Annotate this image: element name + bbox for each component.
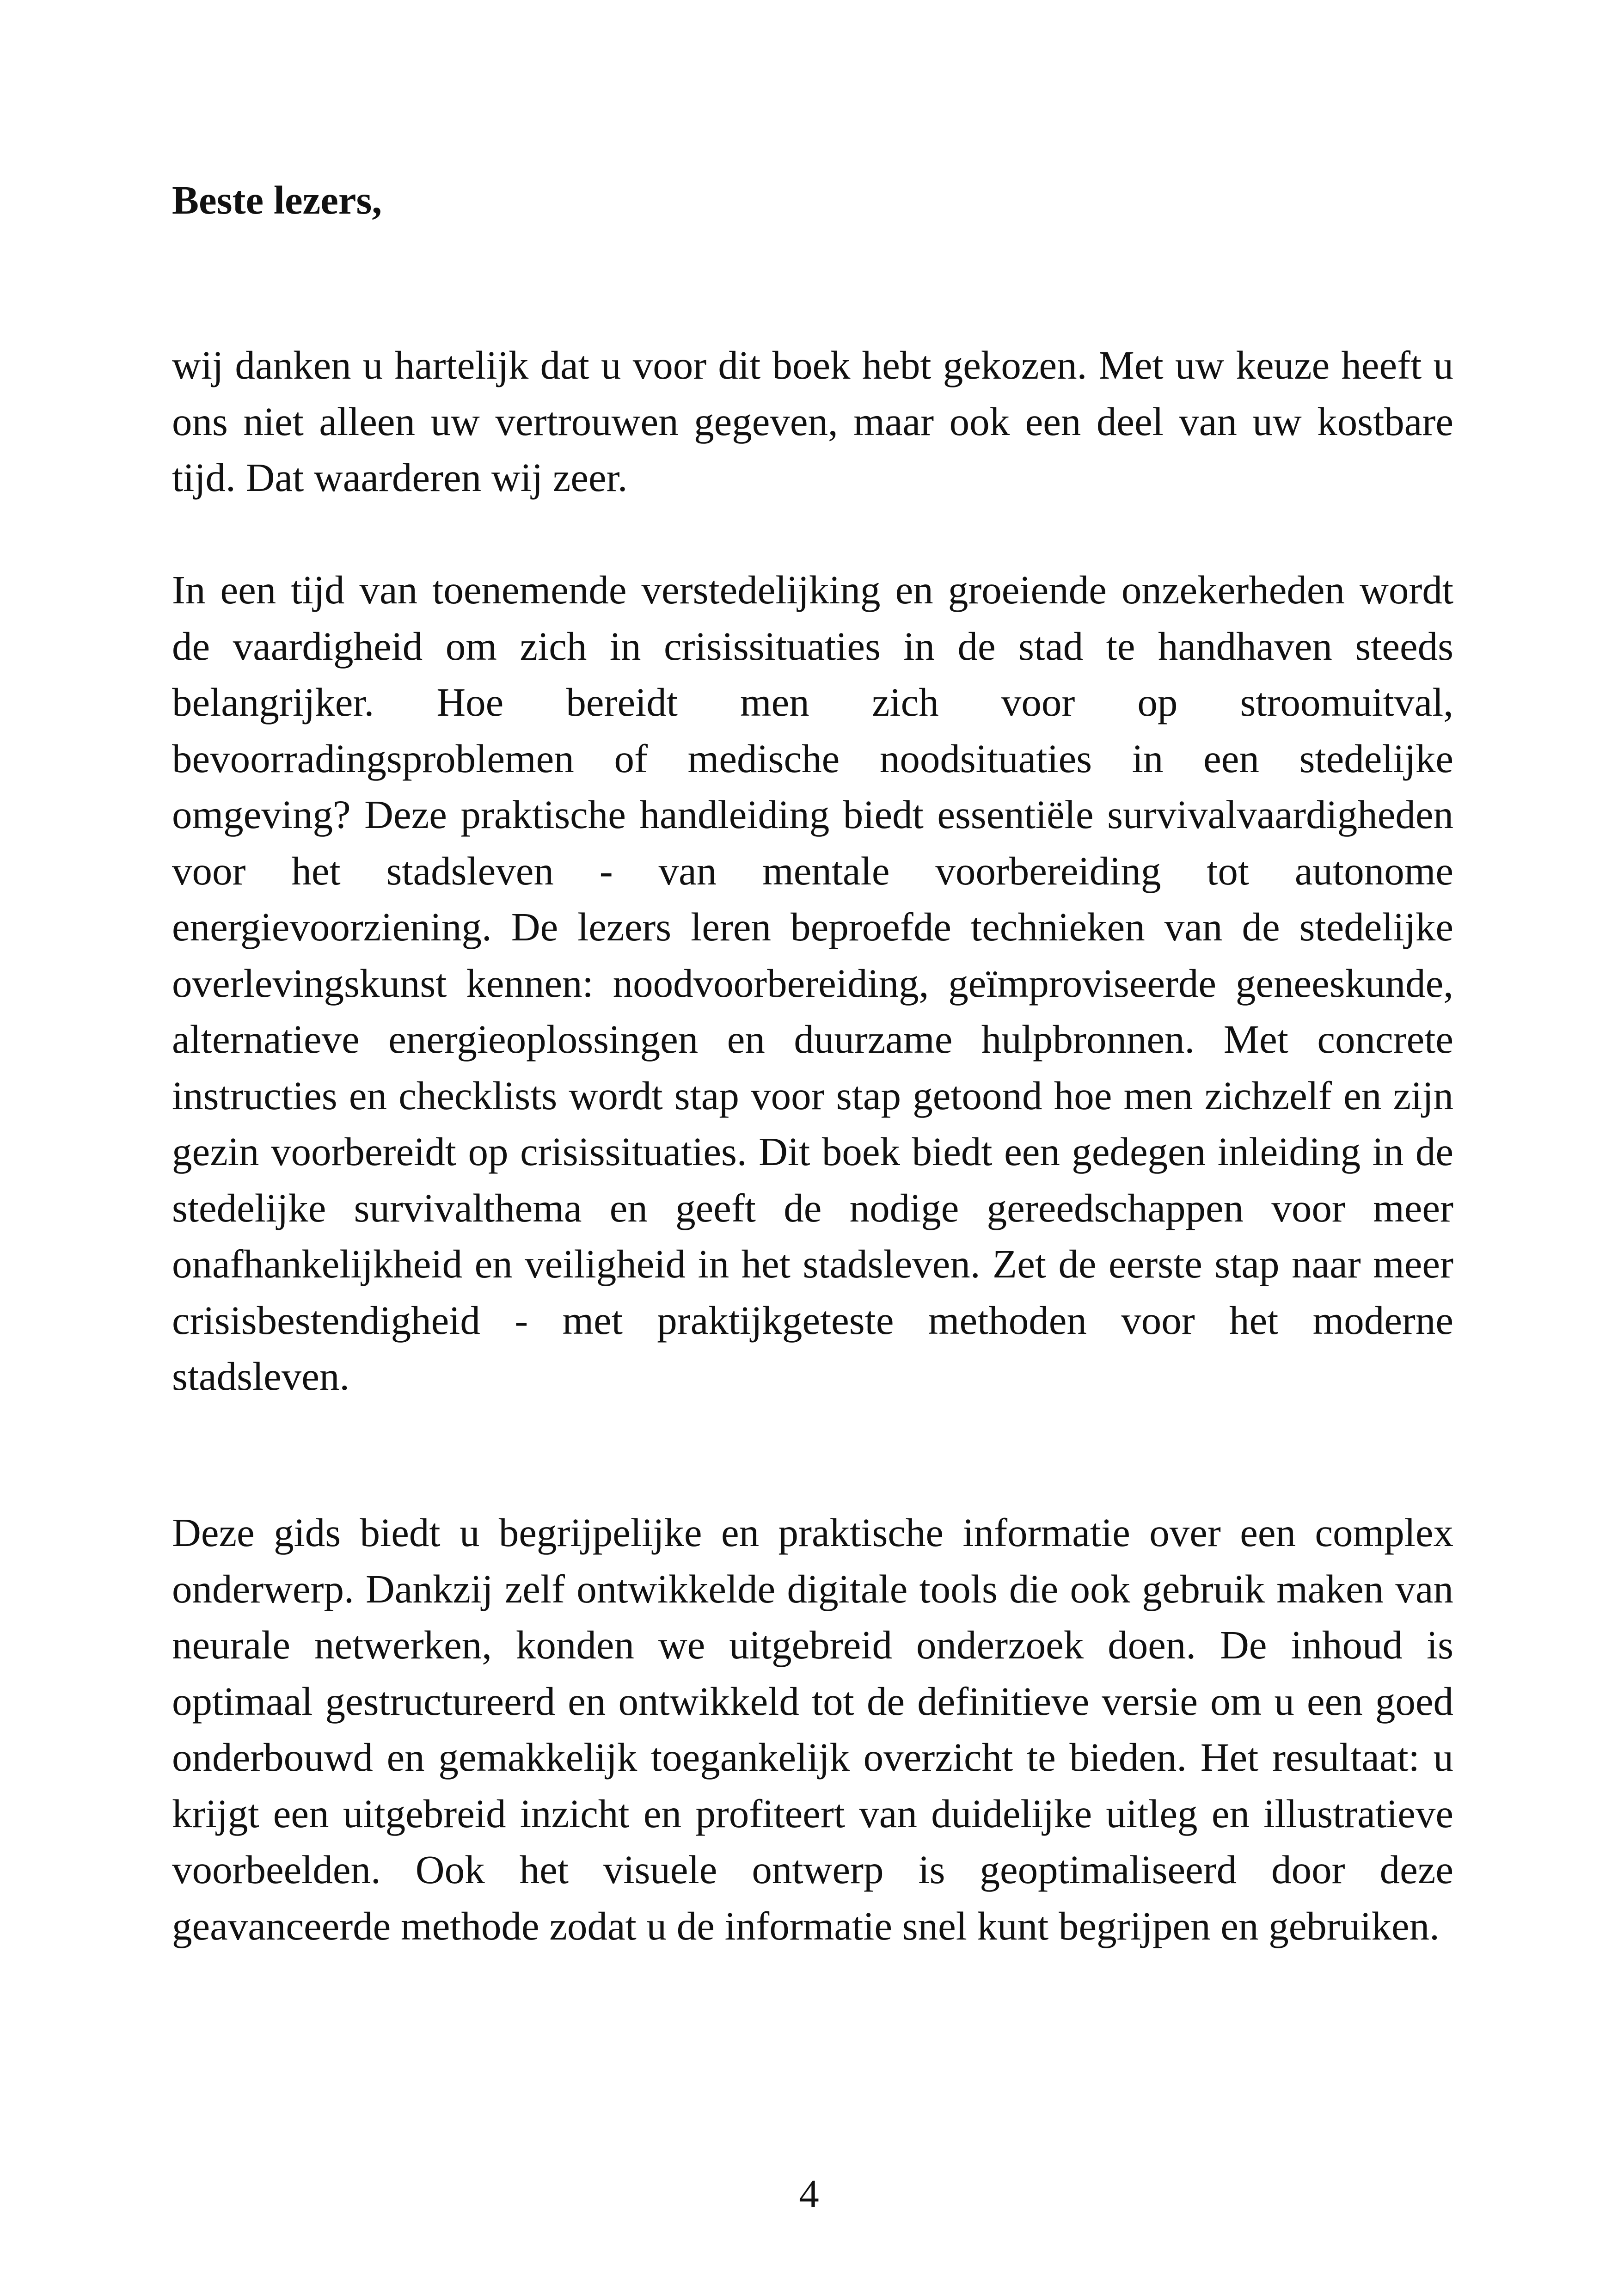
paragraph-guide-method: Deze gids biedt u begrijpelijke en praktische informatie over een complex onderwerp. Dankzij zelf ontwikkelde digitale tools die ook gebruik maken van neurale netwerken, konden we uitgebreid onderzoek doen. De inhoud is optimaal gestructureerd en ontwikkeld tot de definitieve versie om u een goed onderbouwd en gemakkelijk toegankelijk overzicht te bieden. Het resultaat: u krijgt een uitgebreid inzicht en profiteert van duidelijke uitleg en illustratieve voorbeelden. Ook het visuele ontwerp is geoptimaliseerd door deze geavanceerde methode zodat u de informatie snel kunt begrijpen en gebruiken.: [172, 1510, 1453, 1948]
page-number: 4: [799, 2171, 819, 2216]
paragraph-thanks: wij danken u hartelijk dat u voor dit boek hebt gekozen. Met uw keuze heeft u ons niet alleen uw vertrouwen gegeven, maar ook een deel van uw kostbare tijd. Dat waarderen wij zeer.: [172, 343, 1453, 500]
salutation-heading: Beste lezers,: [172, 178, 382, 222]
paragraph-book-description: In een tijd van toenemende verstedelijking en groeiende onzekerheden wordt de vaardigheid om zich in crisissituaties in de stad te handhaven steeds belangrijker. Hoe bereidt men zich voor op stroomuitval, bevoorradingsproblemen of medische noodsituaties in een stedelijke omgeving? Deze praktische handleiding biedt essentiële survivalvaardigheden voor het stadsleven - van mentale voorbereiding tot autonome energievoorziening. De lezers leren beproefde technieken van de stedelijke overlevingskunst kennen: noodvoorbereiding, geïmproviseerde geneeskunde, alternatieve energieoplossingen en duurzame hulpbronnen. Met concrete instructies en checklists wordt stap voor stap getoond hoe men zichzelf en zijn gezin voorbereidt op crisissituaties. Dit boek biedt een gedegen inleiding in de stedelijke survivalthema en geeft de nodige gereedschappen voor meer onafhankelijkheid en veiligheid in het stadsleven. Zet de eerste stap naar meer crisisbestendigheid - met praktijkgeteste methoden voor het moderne stadsleven.: [172, 567, 1453, 1399]
